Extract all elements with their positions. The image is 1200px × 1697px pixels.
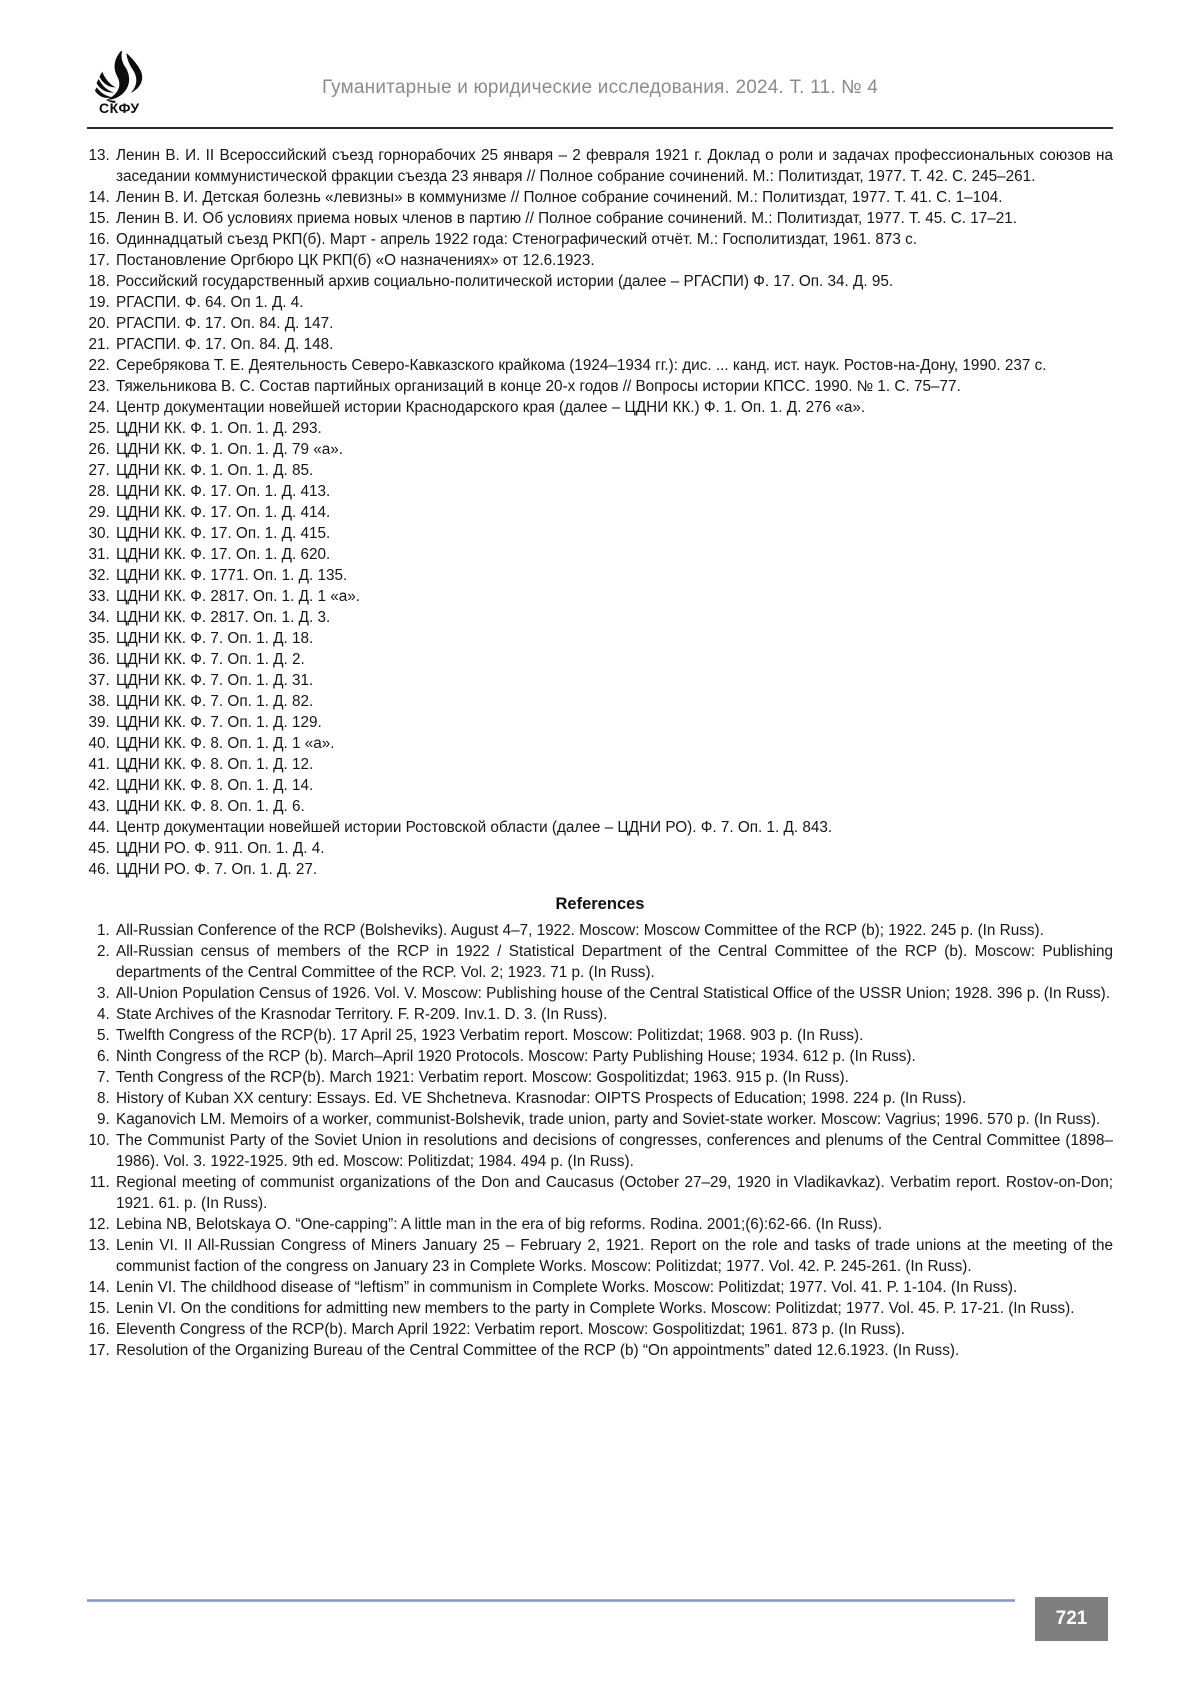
reference-item: 19. РГАСПИ. Ф. 64. Оп 1. Д. 4. (114, 292, 1113, 313)
reference-item: 6. Ninth Congress of the RCP (b). March–April 1920 Protocols. Moscow: Party Publishing House; 1934. 612 p. (In Russ). (114, 1046, 1113, 1067)
reference-item: 12. Lebina NB, Belotskaya O. “One-capping”: A little man in the era of big reforms. Rodina. 2001;(6):62-66. (In Russ). (114, 1214, 1113, 1235)
reference-item: 14. Lenin VI. The childhood disease of “leftism” in communism in Complete Works. Moscow: Politizdat; 1977. Vol. 41. P. 1-104. (In Russ). (114, 1277, 1113, 1298)
reference-item: 30. ЦДНИ КК. Ф. 17. Оп. 1. Д. 415. (114, 523, 1113, 544)
page-header (87, 0, 1113, 129)
reference-item: 11. Regional meeting of communist organizations of the Don and Caucasus (October 27–29, 1920 in Vladikavkaz). Verbatim report. Rostov-on-Don; 1921. 61. p. (In Russ). (114, 1172, 1113, 1214)
references-content (87, 145, 1113, 1361)
university-logo-text: СКФУ (99, 100, 140, 116)
page-number-badge: 721 (1035, 1597, 1108, 1641)
reference-item: 44. Центр документации новейшей истории Ростовской области (далее – ЦДНИ РО). Ф. 7. Оп. 1. Д. 843. (114, 817, 1113, 838)
reference-item: 35. ЦДНИ КК. Ф. 7. Оп. 1. Д. 18. (114, 628, 1113, 649)
reference-item: 36. ЦДНИ КК. Ф. 7. Оп. 1. Д. 2. (114, 649, 1113, 670)
reference-item: 45. ЦДНИ РО. Ф. 911. Оп. 1. Д. 4. (114, 838, 1113, 859)
reference-item: 13. Ленин В. И. II Всероссийский съезд горнорабочих 25 января – 2 февраля 1921 г. Доклад о роли и задачах профессиональных союзов на заседании коммунистической фракции съезда 23 января // Полное собрание сочинений. М.: Политиздат, 1977. Т. 42. С. 245–261. (114, 145, 1113, 187)
reference-item: 18. Российский государственный архив социально-политической истории (далее – РГАСПИ) Ф. 17. Оп. 34. Д. 95. (114, 271, 1113, 292)
reference-item: 5. Twelfth Congress of the RCP(b). 17 April 25, 1923 Verbatim report. Moscow: Politizdat; 1968. 903 p. (In Russ). (114, 1025, 1113, 1046)
reference-item: 1. All-Russian Conference of the RCP (Bolsheviks). August 4–7, 1922. Moscow: Moscow Committee of the RCP (b); 1922. 245 p. (In Russ). (114, 920, 1113, 941)
reference-item: 26. ЦДНИ КК. Ф. 1. Оп. 1. Д. 79 «а». (114, 439, 1113, 460)
reference-item: 23. Тяжельникова В. С. Состав партийных организаций в конце 20-х годов // Вопросы истории КПСС. 1990. № 1. С. 75–77. (114, 376, 1113, 397)
reference-item: 40. ЦДНИ КК. Ф. 8. Оп. 1. Д. 1 «а». (114, 733, 1113, 754)
footer-rule (87, 1599, 1015, 1602)
reference-item: 34. ЦДНИ КК. Ф. 2817. Оп. 1. Д. 3. (114, 607, 1113, 628)
reference-item: 46. ЦДНИ РО. Ф. 7. Оп. 1. Д. 27. (114, 859, 1113, 880)
reference-item: 10. The Communist Party of the Soviet Union in resolutions and decisions of congresses, conferences and plenums of the Central Committee (1898–1986). Vol. 3. 1922-1925. 9th ed. Moscow: Politizdat; 1984. 494 p. (In Russ). (114, 1130, 1113, 1172)
reference-item: 15. Lenin VI. On the conditions for admitting new members to the party in Complete Works. Moscow: Politizdat; 1977. Vol. 45. P. 17-21. (In Russ). (114, 1298, 1113, 1319)
english-references-list (87, 920, 1113, 1361)
reference-item: 31. ЦДНИ КК. Ф. 17. Оп. 1. Д. 620. (114, 544, 1113, 565)
reference-item: 27. ЦДНИ КК. Ф. 1. Оп. 1. Д. 85. (114, 460, 1113, 481)
reference-item: 4. State Archives of the Krasnodar Territory. F. R-209. Inv.1. D. 3. (In Russ). (114, 1004, 1113, 1025)
reference-item: 37. ЦДНИ КК. Ф. 7. Оп. 1. Д. 31. (114, 670, 1113, 691)
reference-item: 21. РГАСПИ. Ф. 17. Оп. 84. Д. 148. (114, 334, 1113, 355)
reference-item: 3. All-Union Population Census of 1926. Vol. V. Moscow: Publishing house of the Central Statistical Office of the USSR Union; 1928. 396 p. (In Russ). (114, 983, 1113, 1004)
reference-item: 28. ЦДНИ КК. Ф. 17. Оп. 1. Д. 413. (114, 481, 1113, 502)
reference-item: 39. ЦДНИ КК. Ф. 7. Оп. 1. Д. 129. (114, 712, 1113, 733)
reference-item: 16. Одиннадцатый съезд РКП(б). Март - апрель 1922 года: Стенографический отчёт. М.: Госполитиздат, 1961. 873 с. (114, 229, 1113, 250)
reference-item: 25. ЦДНИ КК. Ф. 1. Оп. 1. Д. 293. (114, 418, 1113, 439)
journal-title: Гуманитарные и юридические исследования. 2024. Т. 11. № 4 (321, 77, 879, 98)
reference-item: 2. All-Russian census of members of the RCP in 1922 / Statistical Department of the Central Committee of the RCP (b). Moscow: Publishing departments of the Central Committee of the RCP. Vol. 2; 1923. 71 p. (In Russ). (114, 941, 1113, 983)
reference-item: 8. History of Kuban XX century: Essays. Ed. VE Shchetneva. Krasnodar: OIPTS Prospects of Education; 1998. 224 p. (In Russ). (114, 1088, 1113, 1109)
reference-item: 15. Ленин В. И. Об условиях приема новых членов в партию // Полное собрание сочинений. М.: Политиздат, 1977. Т. 45. С. 17–21. (114, 208, 1113, 229)
reference-item: 29. ЦДНИ КК. Ф. 17. Оп. 1. Д. 414. (114, 502, 1113, 523)
reference-item: 13. Lenin VI. II All-Russian Congress of Miners January 25 – February 2, 1921. Report on the role and tasks of trade unions at the meeting of the communist faction of the congress on January 23 in Complete Works. Moscow: Politizdat; 1977. Vol. 42. P. 245-261. (In Russ). (114, 1235, 1113, 1277)
reference-item: 20. РГАСПИ. Ф. 17. Оп. 84. Д. 147. (114, 313, 1113, 334)
reference-item: 17. Resolution of the Organizing Bureau of the Central Committee of the RCP (b) “On appointments” dated 12.6.1923. (In Russ). (114, 1340, 1113, 1361)
reference-item: 32. ЦДНИ КК. Ф. 1771. Оп. 1. Д. 135. (114, 565, 1113, 586)
university-logo (81, 50, 171, 116)
reference-item: 24. Центр документации новейшей истории Краснодарского края (далее – ЦДНИ КК.) Ф. 1. Оп. 1. Д. 276 «а». (114, 397, 1113, 418)
reference-item: 7. Tenth Congress of the RCP(b). March 1921: Verbatim report. Moscow: Gospolitizdat; 1963. 915 p. (In Russ). (114, 1067, 1113, 1088)
reference-item: 22. Серебрякова Т. Е. Деятельность Северо-Кавказского крайкома (1924–1934 гг.): дис. ... канд. ист. наук. Ростов-на-Дону, 1990. 237 с. (114, 355, 1113, 376)
reference-item: 33. ЦДНИ КК. Ф. 2817. Оп. 1. Д. 1 «а». (114, 586, 1113, 607)
reference-item: 43. ЦДНИ КК. Ф. 8. Оп. 1. Д. 6. (114, 796, 1113, 817)
reference-item: 17. Постановление Оргбюро ЦК РКП(б) «О назначениях» от 12.6.1923. (114, 250, 1113, 271)
references-heading: References (555, 895, 645, 913)
reference-item: 41. ЦДНИ КК. Ф. 8. Оп. 1. Д. 12. (114, 754, 1113, 775)
reference-item: 16. Eleventh Congress of the RCP(b). March April 1922: Verbatim report. Moscow: Gospolitizdat; 1961. 873 p. (In Russ). (114, 1319, 1113, 1340)
reference-item: 9. Kaganovich LM. Memoirs of a worker, communist-Bolshevik, trade union, party and Soviet-state worker. Moscow: Vagrius; 1996. 570 p. (In Russ). (114, 1109, 1113, 1130)
reference-item: 38. ЦДНИ КК. Ф. 7. Оп. 1. Д. 82. (114, 691, 1113, 712)
reference-item: 14. Ленин В. И. Детская болезнь «левизны» в коммунизме // Полное собрание сочинений. М.: Политиздат, 1977. Т. 41. С. 1–104. (114, 187, 1113, 208)
russian-references-list (87, 145, 1113, 880)
reference-item: 42. ЦДНИ КК. Ф. 8. Оп. 1. Д. 14. (114, 775, 1113, 796)
